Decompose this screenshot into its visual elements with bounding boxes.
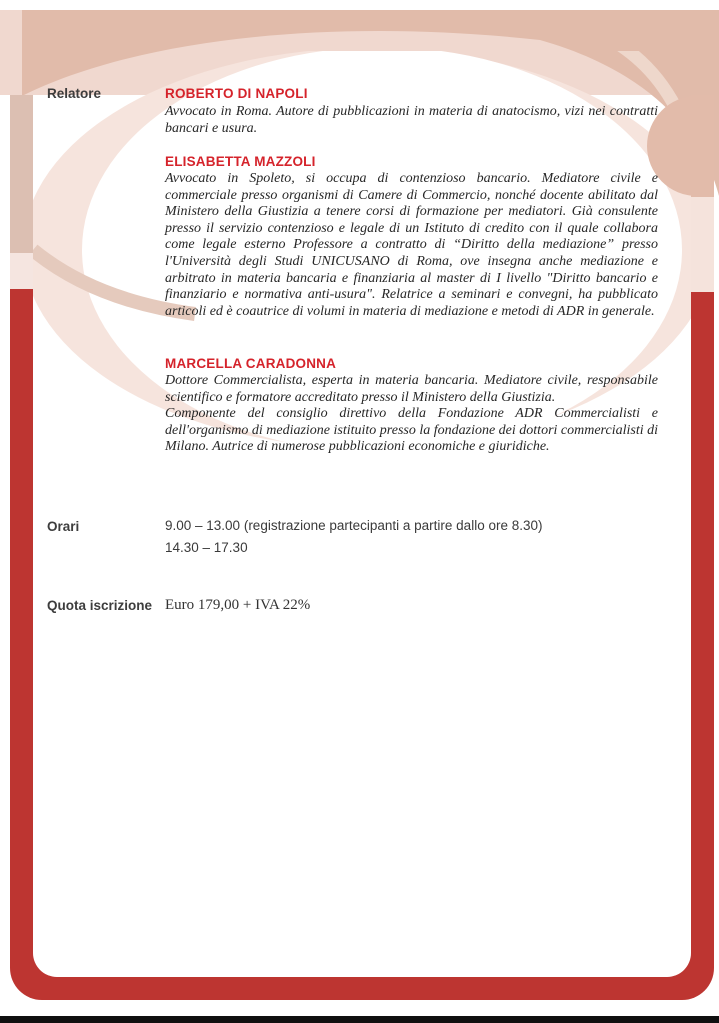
speaker-bio-marcella-caradonna — [165, 373, 658, 456]
label-quota-iscrizione: Quota iscrizione — [47, 598, 153, 613]
label-relatore: Relatore — [47, 86, 102, 101]
left-border-salmon — [10, 95, 33, 253]
speaker-bio-marcella-part1: Dottore Commercialista, esperta in materia bancaria. Mediatore civile, responsabile scientifico e formatore accreditato presso il Ministero della Giustizia. — [165, 373, 658, 405]
orari-value — [165, 515, 685, 559]
bottom-window-bar — [0, 1016, 719, 1023]
speaker-name-marcella-caradonna: MARCELLA CARADONNA — [165, 356, 337, 371]
speaker-bio-elisabetta-mazzoli: Avvocato in Spoleto, si occupa di contenzioso bancario. Mediatore civile e commerciale presso organismi di Camere di Commercio, nonché docente abilitato dal Ministero della Giustizia a tenere corsi di formazione per mediatori. Già consulente presso il servizio contenzioso e legale di un Istituto di credito con il quale collabora come legale esterno Professore a contratto di “Diritto della mediazione” presso l'Università degli Studi UNICUSANO di Roma, ove insegna anche mediazione e arbitrato in materia bancaria e finanziaria al master di I livello "Diritto bancario e finanziario e normativa anti-usura". Relatrice a seminari e convegni, ha pubblicato articoli ed è coautrice di volumi in materia di mediazione e metodi di ADR in generale. — [165, 171, 658, 319]
right-border-light — [691, 197, 714, 292]
speaker-bio-roberto-di-napoli: Avvocato in Roma. Autore di pubblicazioni in materia di anatocismo, vizi nei contratti bancari e usura. — [165, 104, 658, 136]
quota-value: Euro 179,00 + IVA 22% — [165, 597, 311, 613]
speaker-bio-marcella-part2: Componente del consiglio direttivo della Fondazione ADR Commercialisti e dell'organismo di mediazione istituito presso la fondazione dei dottori commercialisti di Milano. Autrice di numerose pubblicazioni economiche e giuridiche. — [165, 406, 658, 455]
left-border-light — [10, 253, 33, 289]
label-orari: Orari — [47, 519, 80, 534]
speaker-name-elisabetta-mazzoli: ELISABETTA MAZZOLI — [165, 154, 316, 169]
speaker-name-roberto-di-napoli: ROBERTO DI NAPOLI — [165, 86, 308, 101]
orari-line2: 14.30 – 17.30 — [165, 540, 248, 555]
orari-line1: 9.00 – 13.00 (registrazione partecipanti a partire dallo ore 8.30) — [165, 518, 543, 533]
right-border-salmon — [691, 95, 714, 197]
